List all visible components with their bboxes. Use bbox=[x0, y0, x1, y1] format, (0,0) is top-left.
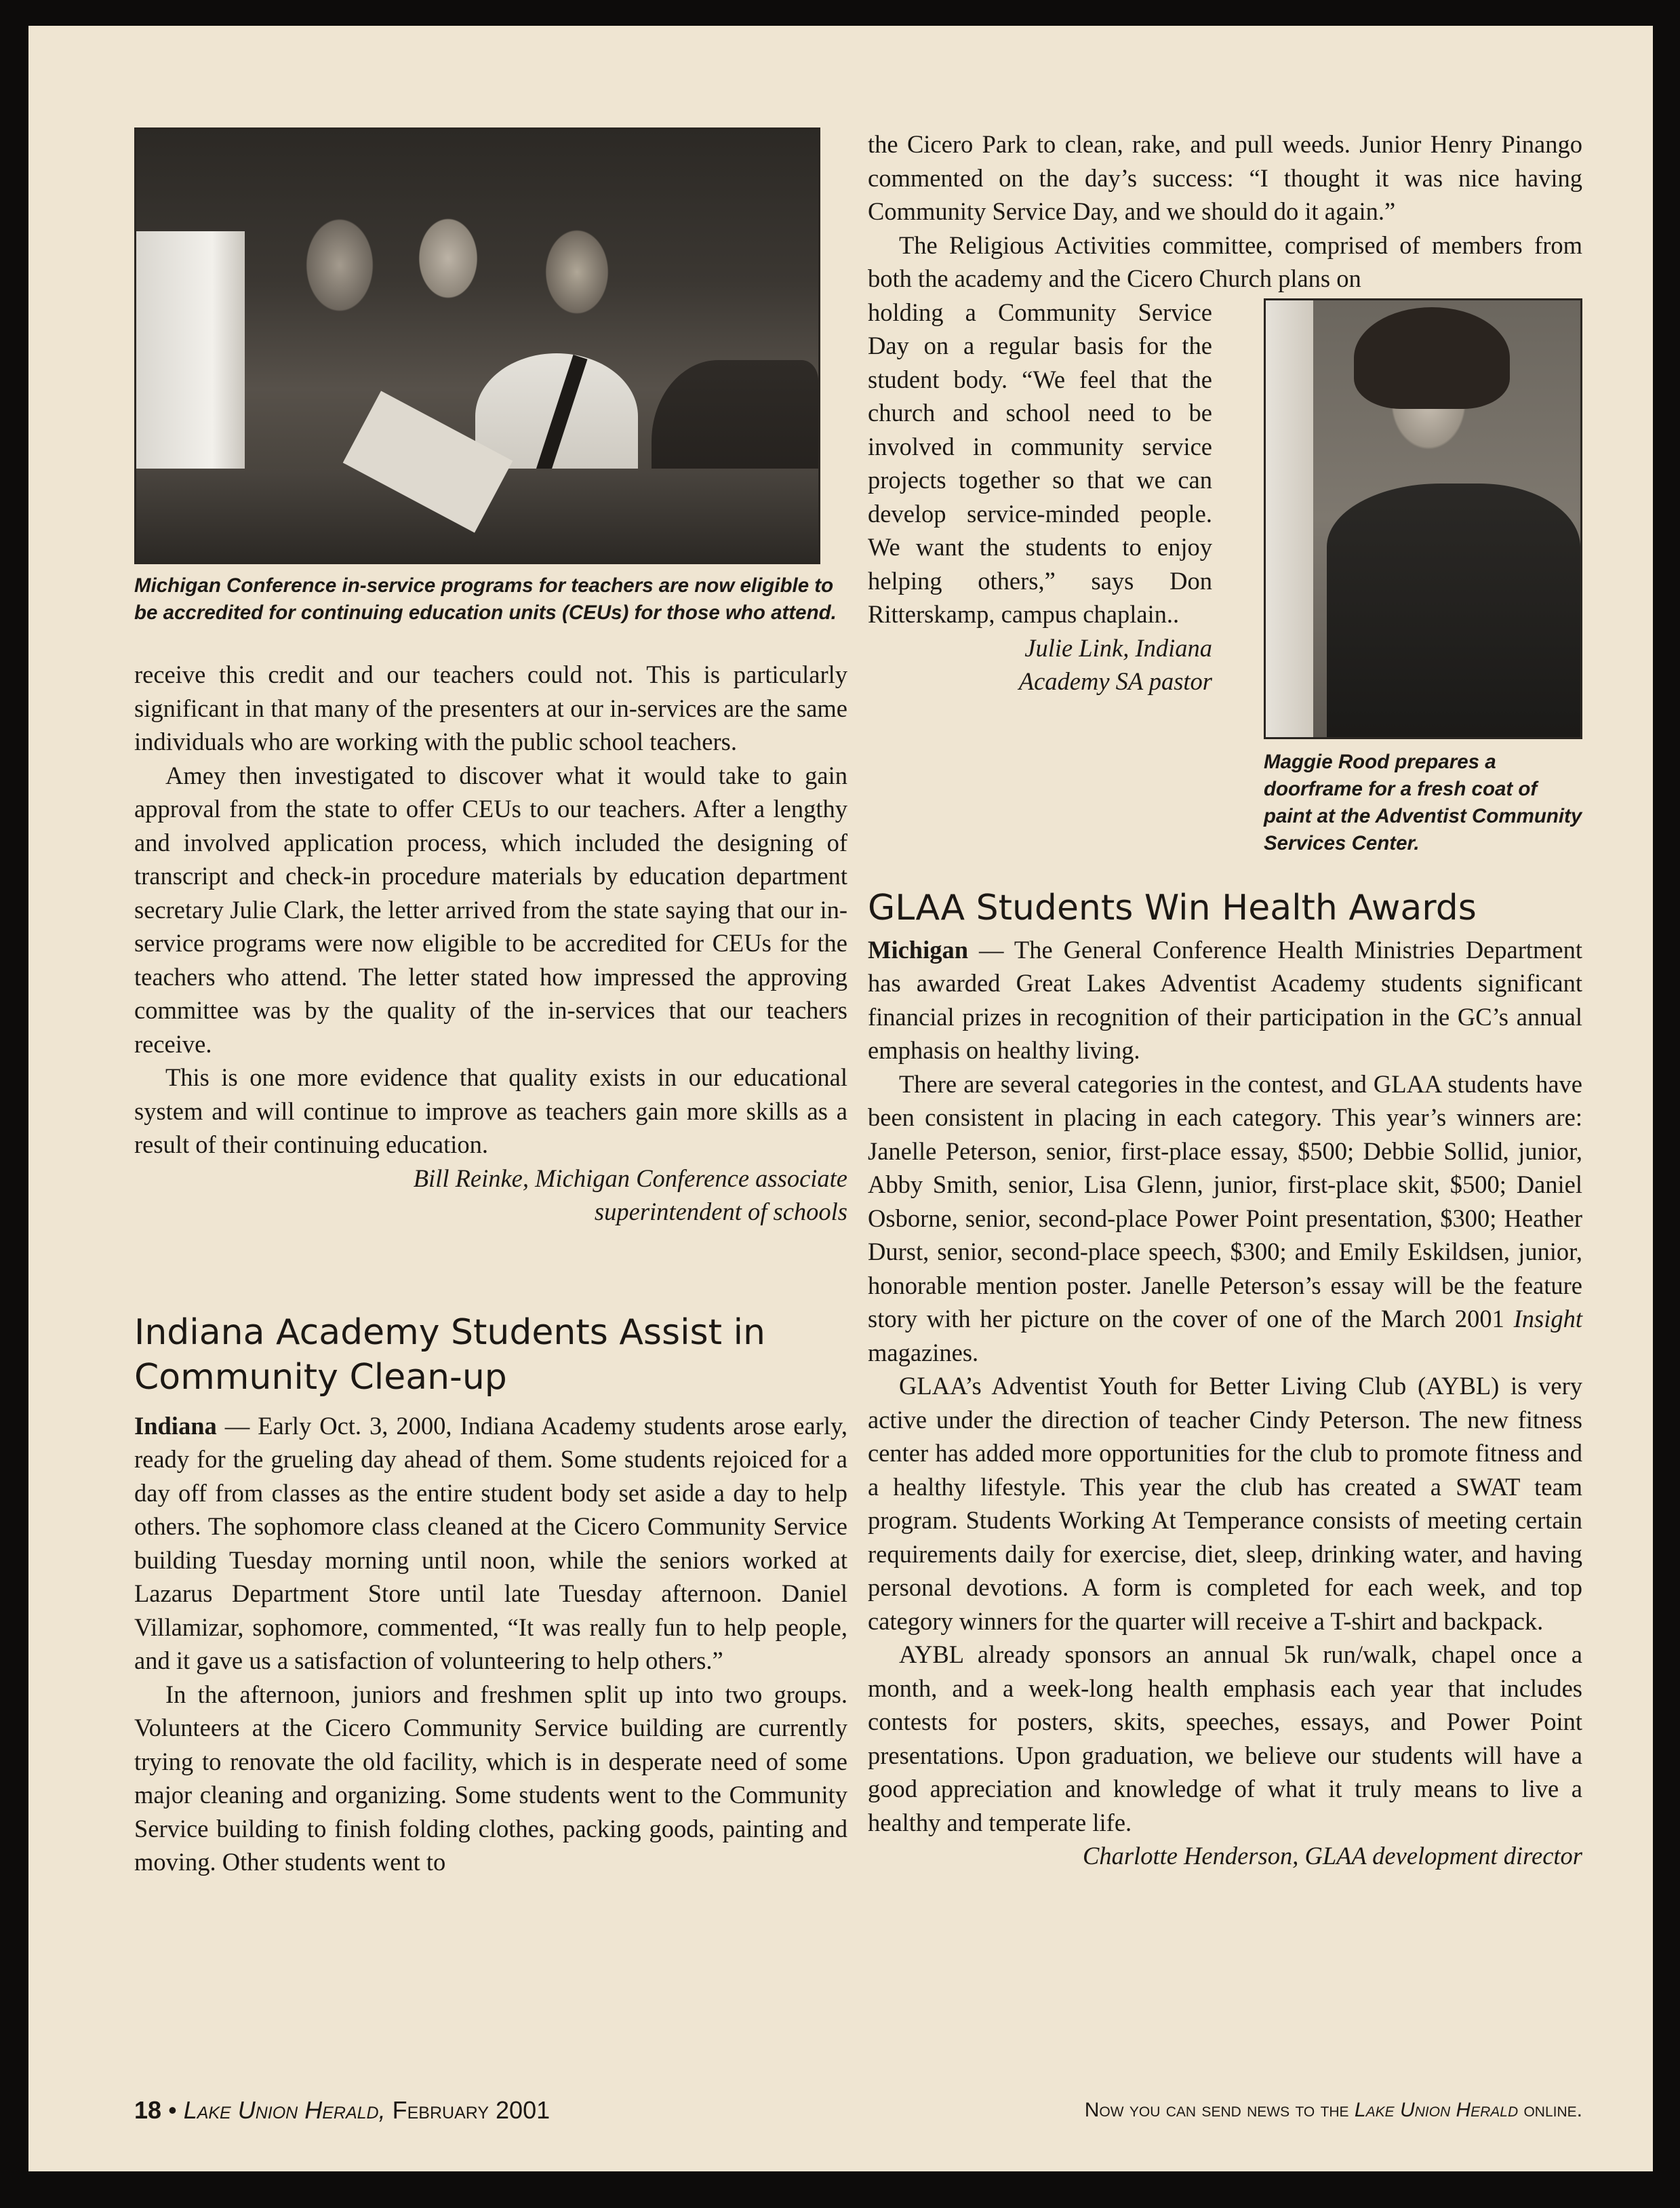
teachers-photo bbox=[134, 127, 820, 564]
glaa-headline: GLAA Students Win Health Awards bbox=[868, 887, 1477, 928]
glaa-p2-text-b: magazines. bbox=[868, 1338, 979, 1366]
glaa-dateline: Michigan bbox=[868, 935, 969, 964]
photo1-caption: Michigan Conference in-service programs for teachers are now eligible to be accredited for continuing education units (CEUs) for those who attend. bbox=[134, 574, 837, 624]
issue-date: February 2001 bbox=[392, 2096, 551, 2124]
indiana-paragraph-2-continued: the Cicero Park to clean, rake, and pull weeds. Junior Henry Pinango commented on the day’s success: “I thought it was nice having Community Service Day, and we should do it again.” bbox=[868, 130, 1582, 225]
glaa-paragraph-1 bbox=[868, 933, 1582, 1067]
link-byline-line2: Academy SA pastor bbox=[1018, 667, 1212, 695]
tshirt bbox=[1327, 484, 1580, 737]
indiana-dateline: Indiana bbox=[134, 1411, 217, 1440]
indiana-headline: Indiana Academy Students Assist in Community Clean-up bbox=[134, 1312, 765, 1398]
indiana-paragraph-2: In the afternoon, juniors and freshmen split up into two groups. Volunteers at the Cicero Community Service building are currently trying to renovate the old facility, which is in desperate need of some major cleaning and organizing. Some students went to the Community Service building to finish folding clothes, packing goods, painting and moving. Other students went to bbox=[134, 1680, 847, 1876]
hair bbox=[1354, 307, 1510, 409]
computer-monitor bbox=[136, 231, 245, 475]
right-column bbox=[868, 127, 1582, 1873]
notice-publication: Lake Union Herald bbox=[1354, 2099, 1519, 2121]
footer-notice bbox=[1085, 2095, 1582, 2125]
glaa-paragraph-2 bbox=[868, 1067, 1582, 1370]
quality-paragraph: This is one more evidence that quality exists in our educational system and will continue to improve as teachers gain more skills as a result of their continuing education. bbox=[134, 1063, 847, 1158]
photo2-block bbox=[1264, 298, 1582, 857]
glaa-paragraph-3: GLAA’s Adventist Youth for Better Living Club (AYBL) is very active under the direction of teacher Cindy Peterson. The new fitness center has added more opportunities for the club to promote fitness and a healthy lifestyle. This year the club has created a SWAT team program. Students Working At Temperance consists of meeting certain requirements daily for exercise, diet, sleep, drinking water, and having personal devotions. A form is completed for each week, and top category winners for the quarter will receive a T-shirt and backpack. bbox=[868, 1372, 1582, 1635]
notice-text-a: Now you can send news to the bbox=[1084, 2099, 1355, 2121]
indiana-paragraph-3a: The Religious Activities committee, comprised of members from both the academy and the Cicero Church plans on bbox=[868, 231, 1582, 292]
photo2-wrap-block bbox=[868, 296, 1582, 886]
folio-bullet: • bbox=[168, 2096, 177, 2124]
amey-paragraph: Amey then investigated to discover what it would take to gain approval from the state to offer CEUs to our teachers. After a lengthy and involved application process, which included the designing of transcript and check-in procedure materials by education department secretary Julie Clark, the letter arrived from the state saying that our in-service programs were now eligible to be accredited for CEUs for the teachers who attend. The letter stated how impressed the approving committee was by the quality of the in-services that our teachers receive. bbox=[134, 761, 847, 1058]
insight-magazine-title: Insight bbox=[1513, 1305, 1582, 1333]
glaa-paragraph-4: AYBL already sponsors an annual 5k run/walk, chapel once a month, and a week-long health emphasis each year that includes contests for posters, skits, speeches, essays, and Power Point presentations. Upon graduation, we believe our students will have a good appreciation and knowledge of what it truly means to live a healthy and temperate life. bbox=[868, 1640, 1582, 1836]
magazine-page bbox=[28, 26, 1653, 2171]
glaa-p2-text-a: There are several categories in the contest, and GLAA students have been consistent in placing in each category. This year’s winners are: Janelle Peterson, senior, first-place essay, $500; Debbie Sollid, junior, Abby Smith, senior, Lisa Glenn, junior, first-place skit, $500; Daniel Osborne, senior, second-place Power Point presentation, $300; Heather Durst, senior, second-place speech, $300; and Emily Eskildsen, junior, honorable mention poster. Janelle Peterson’s essay will be the feature story with her picture on the cover of one of the March 2001 bbox=[868, 1069, 1582, 1333]
glaa-p1-text: — The General Conference Health Ministries Department has awarded Great Lakes Adventist Academy students significant financial prizes in recognition of their participation in the GC’s annual emphasis on healthy living. bbox=[868, 935, 1582, 1064]
folio bbox=[134, 2095, 550, 2125]
link-byline-line1: Julie Link, Indiana bbox=[1024, 633, 1212, 662]
left-column bbox=[134, 127, 847, 1879]
maggie-rood-photo bbox=[1264, 298, 1582, 739]
indiana-paragraph-3b: holding a Community Service Day on a regular basis for the student body. “We feel that the church and school need to be involved in community service projects together so that we can develop service-minded people. We want the students to enjoy helping others,” says Don Ritterskamp, campus chaplain.. bbox=[868, 298, 1212, 628]
indiana-p1-text: — Early Oct. 3, 2000, Indiana Academy students arose early, ready for the grueling day ahead of them. Some students rejoiced for a day off from classes as the entire student body set aside a day to help others. The sophomore class cleaned at the Cicero Community Service building Tuesday morning until noon, while the seniors worked at Lazarus Department Store until late Tuesday afternoon. Daniel Villamizar, sophomore, commented, “It was really fun to help people, and it gave us a satisfaction of volunteering to help others.” bbox=[134, 1411, 847, 1674]
continued-paragraph: receive this credit and our teachers could not. This is particularly significant in that many of the presenters at our in-services are the same individuals who are working with the public school teachers. bbox=[134, 661, 847, 755]
henderson-byline: Charlotte Henderson, GLAA development director bbox=[1083, 1842, 1582, 1870]
reinke-byline-line2: superintendent of schools bbox=[594, 1198, 847, 1225]
indiana-paragraph-1 bbox=[134, 1409, 847, 1678]
notice-text-b: online. bbox=[1518, 2099, 1582, 2121]
reinke-byline-line1: Bill Reinke, Michigan Conference associate bbox=[413, 1164, 847, 1192]
doorframe bbox=[1266, 300, 1313, 737]
indiana-wrapped-text bbox=[868, 296, 1212, 698]
publication-name: Lake Union Herald, bbox=[183, 2096, 386, 2124]
page-number: 18 bbox=[134, 2096, 162, 2124]
photo2-caption: Maggie Rood prepares a doorframe for a fresh coat of paint at the Adventist Community Services Center. bbox=[1264, 750, 1582, 854]
